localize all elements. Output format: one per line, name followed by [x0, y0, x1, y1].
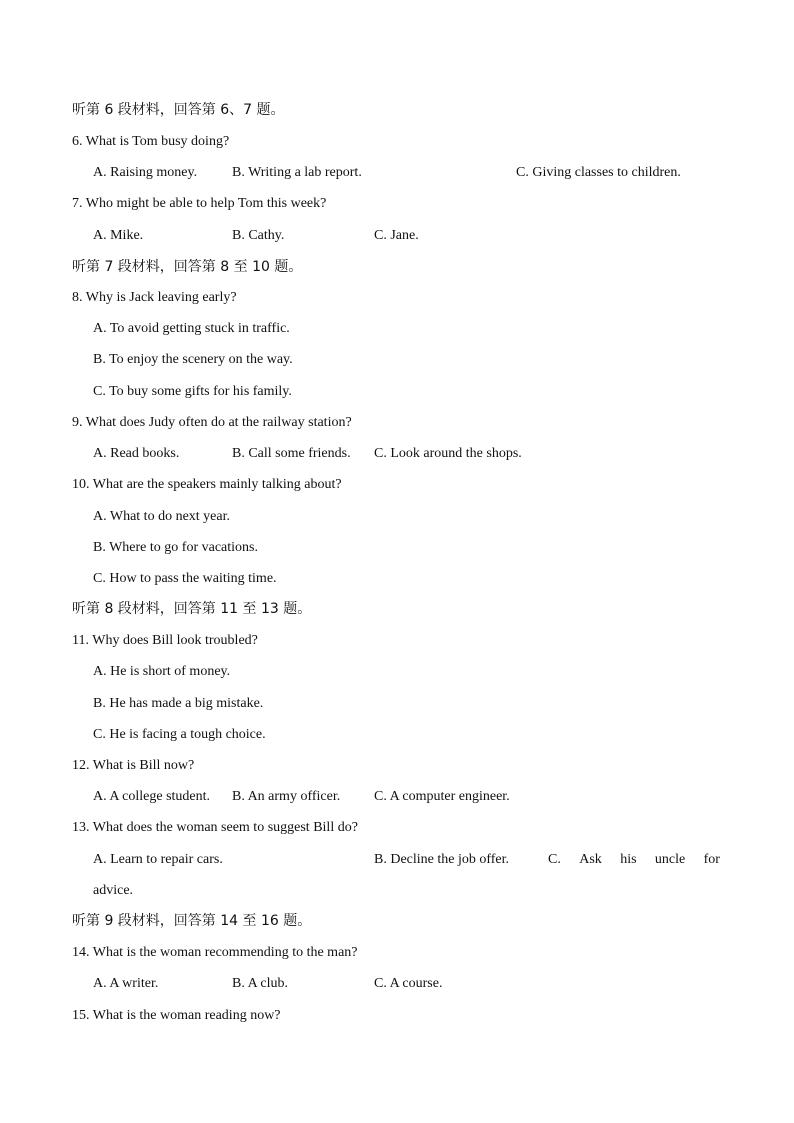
- q13-option-a: A. Learn to repair cars.: [93, 852, 223, 867]
- q7-option-b: B. Cathy.: [232, 228, 285, 243]
- question-9: 9. What does Judy often do at the railway station?: [72, 415, 352, 430]
- question-8: 8. Why is Jack leaving early?: [72, 290, 237, 305]
- q13-option-c-word: Ask: [579, 852, 602, 867]
- question-6: 6. What is Tom busy doing?: [72, 134, 230, 149]
- section-heading-6: 听第 6 段材料，回答第 6、7 题。: [72, 102, 285, 118]
- q6-option-a: A. Raising money.: [93, 165, 198, 180]
- question-14: 14. What is the woman recommending to the man?: [72, 945, 358, 960]
- q8-option-c: C. To buy some gifts for his family.: [93, 384, 292, 399]
- q13-option-c-word: his: [620, 852, 637, 867]
- q10-option-c: C. How to pass the waiting time.: [93, 571, 277, 586]
- q12-option-a: A. A college student.: [93, 789, 211, 804]
- q8-option-a: A. To avoid getting stuck in traffic.: [93, 321, 290, 336]
- q13-option-c-continuation: advice.: [93, 883, 134, 898]
- q13-option-c-word: C.: [548, 852, 561, 867]
- q8-option-b: B. To enjoy the scenery on the way.: [93, 352, 293, 367]
- question-11: 11. Why does Bill look troubled?: [72, 633, 258, 648]
- question-15: 15. What is the woman reading now?: [72, 1008, 281, 1023]
- q10-option-a: A. What to do next year.: [93, 509, 230, 524]
- q6-option-c: C. Giving classes to children.: [516, 165, 681, 180]
- q14-option-a: A. A writer.: [93, 976, 159, 991]
- q13-option-c-word: for: [703, 852, 720, 867]
- section-heading-8: 听第 8 段材料，回答第 11 至 13 题。: [72, 601, 312, 617]
- question-7: 7. Who might be able to help Tom this week?: [72, 196, 327, 211]
- question-13: 13. What does the woman seem to suggest Bill do?: [72, 820, 358, 835]
- section-heading-7: 听第 7 段材料，回答第 8 至 10 题。: [72, 259, 303, 275]
- q12-option-b: B. An army officer.: [232, 789, 341, 804]
- q9-option-c: C. Look around the shops.: [374, 446, 522, 461]
- q11-option-a: A. He is short of money.: [93, 664, 231, 679]
- q11-option-c: C. He is facing a tough choice.: [93, 727, 266, 742]
- q13-option-b: B. Decline the job offer.: [374, 852, 510, 867]
- question-12: 12. What is Bill now?: [72, 758, 195, 773]
- q7-option-a: A. Mike.: [93, 228, 144, 243]
- q9-option-a: A. Read books.: [93, 446, 180, 461]
- q14-option-c: C. A course.: [374, 976, 443, 991]
- q9-option-b: B. Call some friends.: [232, 446, 351, 461]
- q14-option-b: B. A club.: [232, 976, 289, 991]
- question-10: 10. What are the speakers mainly talking about?: [72, 477, 342, 492]
- q10-option-b: B. Where to go for vacations.: [93, 540, 258, 555]
- q13-option-c: [548, 851, 720, 869]
- q12-option-c: C. A computer engineer.: [374, 789, 510, 804]
- q11-option-b: B. He has made a big mistake.: [93, 696, 264, 711]
- q13-option-c-word: uncle: [654, 852, 686, 867]
- q7-option-c: C. Jane.: [374, 228, 419, 243]
- q6-option-b: B. Writing a lab report.: [232, 165, 362, 180]
- section-heading-9: 听第 9 段材料，回答第 14 至 16 题。: [72, 913, 312, 929]
